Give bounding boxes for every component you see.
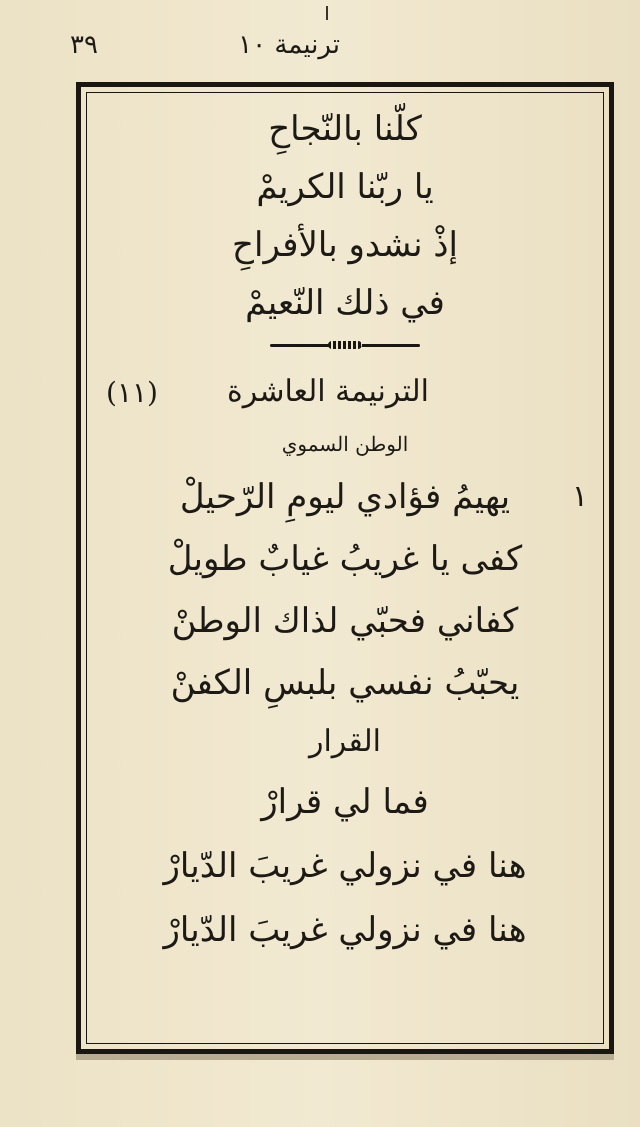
hymn-heading <box>96 364 594 420</box>
verse-line: في ذلك النّعيمْ <box>245 283 445 323</box>
running-title: ترنيمة ١٠ <box>238 30 340 60</box>
stanza-line: كفى يا غريبُ غيابٌ طويلْ <box>167 539 523 579</box>
section-divider-ornament <box>270 340 420 350</box>
stanza-line <box>96 466 594 528</box>
page-header <box>70 30 570 70</box>
refrain <box>96 770 594 962</box>
printer-mark <box>326 6 328 20</box>
stanza <box>96 466 594 714</box>
refrain-label: القرار <box>308 724 382 759</box>
hymn-number: (١١) <box>106 376 158 409</box>
refrain-line: هنا في نزولي غريبَ الدّيارْ <box>163 910 527 950</box>
stanza-line: كفاني فحبّي لذاك الوطنْ <box>171 601 519 641</box>
page-frame-shadow <box>76 1054 614 1060</box>
hymn-subtitle: الوطن السموي <box>281 432 409 456</box>
verse-line: كلّنا بالنّجاحِ <box>268 109 422 149</box>
stanza-line: يحبّبُ نفسي بلبسِ الكفنْ <box>170 663 520 703</box>
page-content <box>96 100 594 962</box>
refrain-line: هنا في نزولي غريبَ الدّيارْ <box>163 846 527 886</box>
verse-line: يا ربّنا الكريمْ <box>256 167 434 207</box>
page-number: ٣٩ <box>70 30 98 60</box>
refrain-line: فما لي قرارْ <box>261 782 429 822</box>
stanza-number: ١ <box>571 479 588 514</box>
previous-hymn-ending <box>96 100 594 332</box>
hymn-title: الترنيمة العاشرة <box>227 374 429 409</box>
stanza-line-text: يهيمُ فؤادي ليومِ الرّحيلْ <box>179 477 511 517</box>
verse-line: إذْ نشدو بالأفراحِ <box>232 225 458 265</box>
divider-knot <box>328 341 362 349</box>
